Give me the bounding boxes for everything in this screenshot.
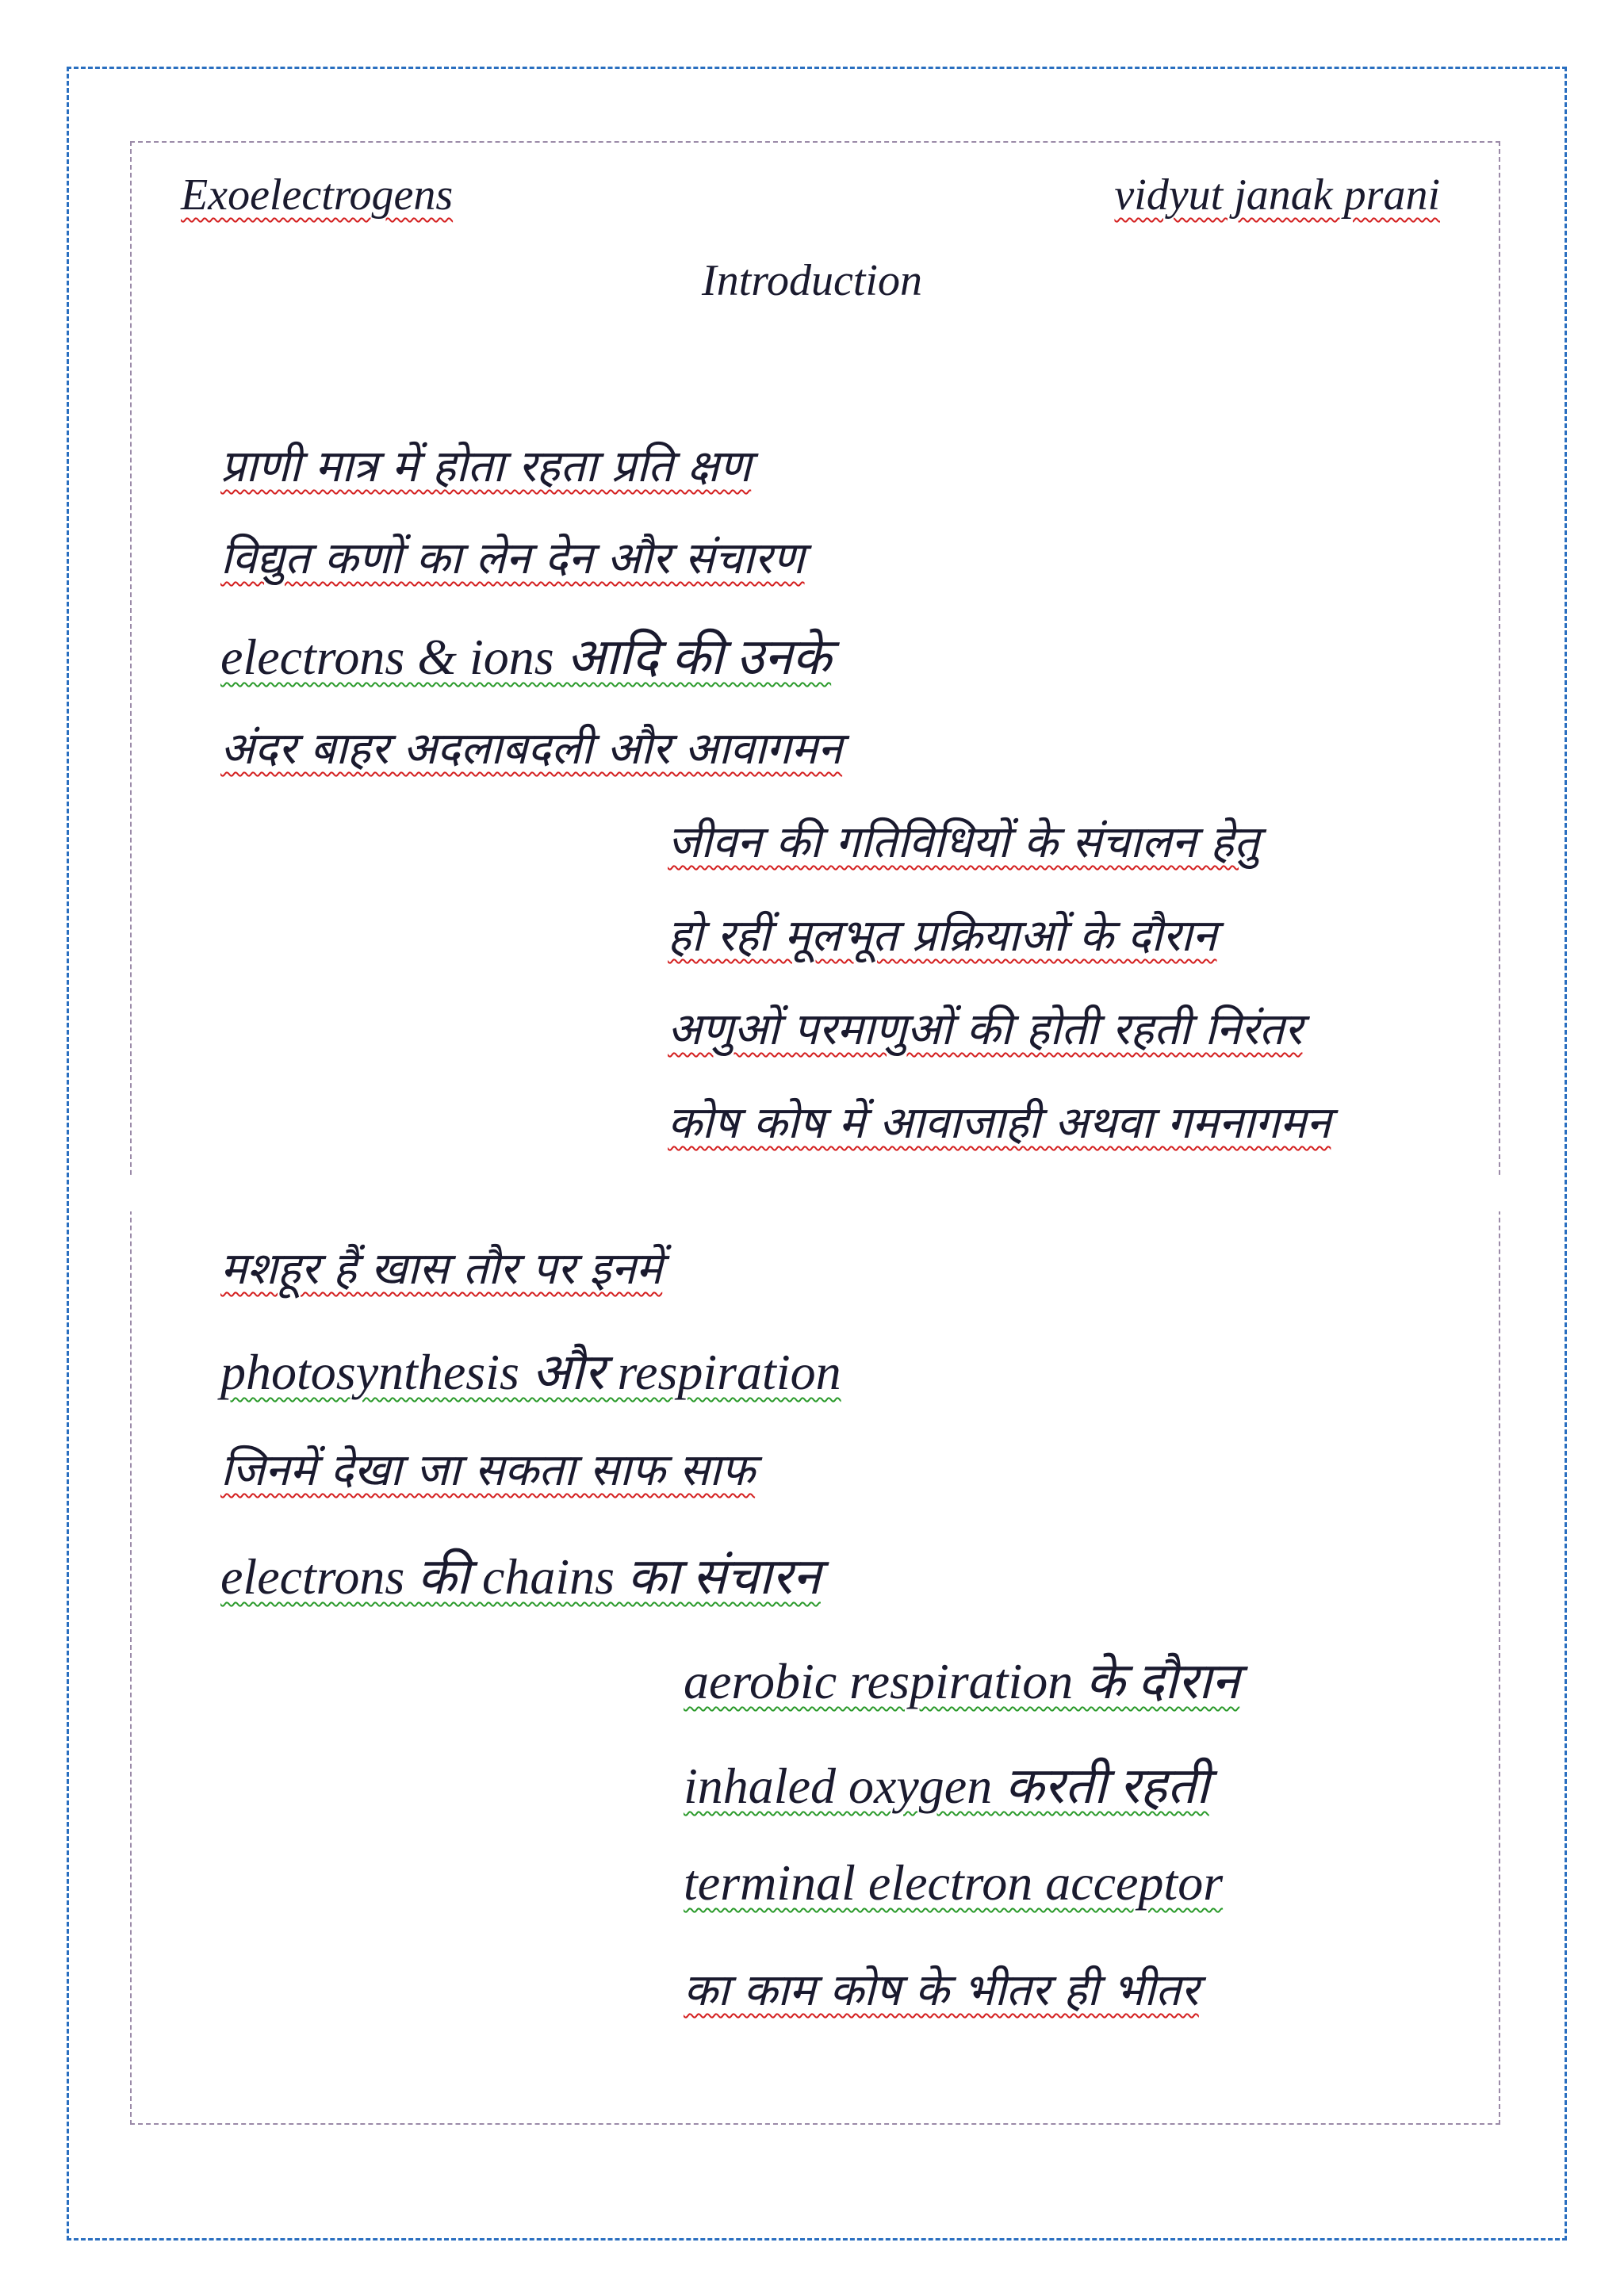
page-break — [119, 1177, 1515, 1211]
header-right-title: vidyut janak prani — [1114, 170, 1440, 220]
poem-line: हो रहीं मूलभूत प्रक्रियाओं के दौरान — [668, 910, 1217, 962]
poem-line: प्राणी मात्र में होता रहता प्रति क्षण — [220, 441, 752, 492]
poem-line: का काम कोष के भीतर ही भीतर — [684, 1965, 1199, 2016]
poem-line: terminal electron acceptor — [684, 1854, 1224, 1911]
page-heading: Introduction — [702, 256, 922, 305]
poem-line: मशहूर हैं खास तौर पर इनमें — [220, 1243, 663, 1295]
poem-line: electrons & ions आदि की उनके — [220, 629, 832, 685]
poem-line: कोष कोष में आवाजाही अथवा गमनागमन — [668, 1097, 1331, 1149]
poem-line: जिनमें देखा जा सकता साफ साफ — [220, 1445, 756, 1496]
poem-line: photosynthesis और respiration — [220, 1344, 841, 1400]
poem-line: electrons की chains का संचारन — [220, 1548, 821, 1605]
poem-line: अंदर बाहर अदलाबदली और आवागमन — [220, 723, 843, 775]
poem-line: inhaled oxygen करती रहती — [684, 1758, 1209, 1814]
poem-line: aerobic respiration के दौरान — [684, 1653, 1240, 1709]
poem-line: अणुओं परमाणुओं की होती रहती निरंतर — [668, 1004, 1303, 1055]
poem-line: विद्युत कणों का लेन देन और संचारण — [220, 533, 805, 584]
poem-line: जीवन की गतिविधियों के संचालन हेतु — [668, 817, 1259, 868]
header-left-title: Exoelectrogens — [181, 170, 454, 220]
